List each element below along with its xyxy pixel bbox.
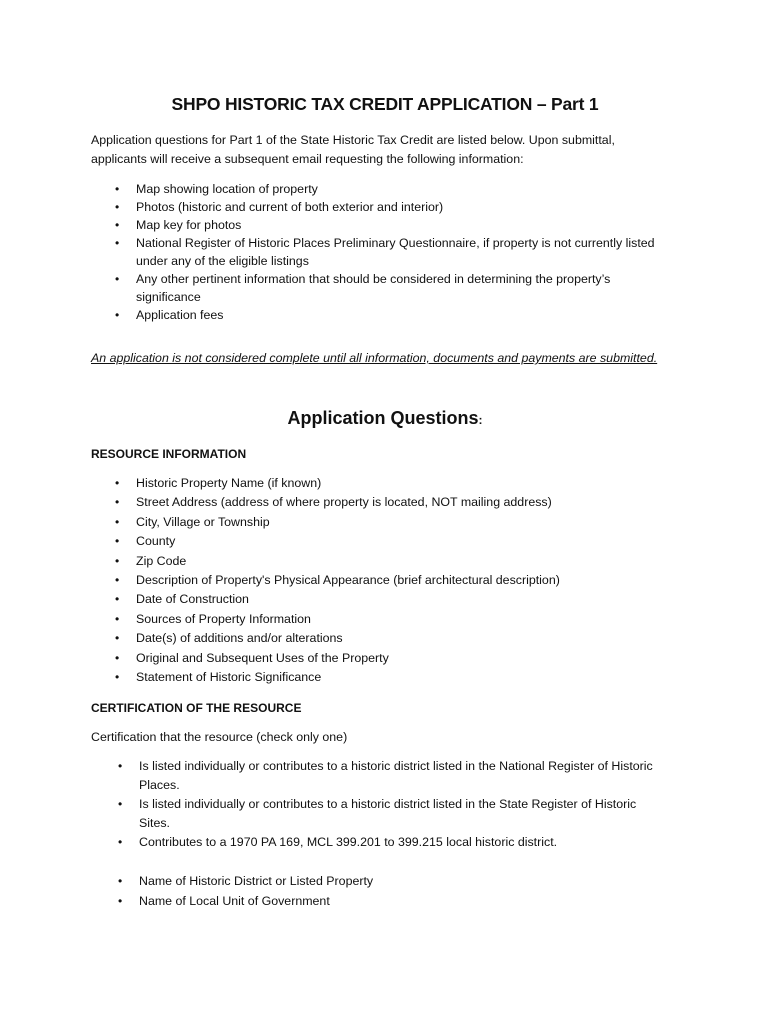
list-item: • Name of Local Unit of Government <box>94 892 373 912</box>
bullet-icon: • <box>115 236 120 250</box>
bullet-icon: • <box>115 631 120 646</box>
list-item: • Date of Construction <box>91 590 560 609</box>
bullet-icon: • <box>115 272 120 286</box>
bullet-icon: • <box>115 218 120 232</box>
certification-heading: CERTIFICATION OF THE RESOURCE <box>91 701 302 715</box>
list-item: • Historic Property Name (if known) <box>91 474 560 493</box>
bullet-icon: • <box>115 476 120 490</box>
list-item: • Application fees <box>115 308 224 322</box>
intro-paragraph <box>91 131 681 169</box>
list-item: • Statement of Historic Significance <box>91 668 560 687</box>
resource-items-list <box>91 474 560 687</box>
bullet-icon: • <box>115 592 120 607</box>
questions-heading: Application Questions: <box>287 408 483 428</box>
bullet-icon: • <box>115 200 120 214</box>
list-item: • Street Address (address of where property is located, NOT mailing address) <box>91 493 560 512</box>
required-items-list <box>91 180 691 324</box>
bullet-icon: • <box>115 182 120 196</box>
list-item: • Original and Subsequent Uses of the Property <box>91 649 560 668</box>
page-title: SHPO HISTORIC TAX CREDIT APPLICATION – Part 1 <box>171 94 599 114</box>
list-item: • Is listed individually or contributes to a historic district listed in the National Register of Historic Places. <box>118 759 653 792</box>
list-item: • Contributes to a 1970 PA 169, MCL 399.201 to 399.215 local historic district. <box>94 833 653 852</box>
district-items-list <box>94 872 373 911</box>
bullet-icon: • <box>115 553 120 568</box>
bullet-icon: • <box>118 759 123 773</box>
completeness-notice: An application is not considered complete until all information, documents and payments are submitted. <box>91 351 658 365</box>
bullet-icon: • <box>115 308 120 322</box>
bullet-icon: • <box>115 611 120 626</box>
bullet-icon: • <box>115 573 120 588</box>
list-item: • Map showing location of property <box>115 182 318 196</box>
list-item: • Is listed individually or contributes to a historic district listed in the State Register of Historic Sites. <box>118 797 637 830</box>
list-item: • Photos (historic and current of both exterior and interior) <box>115 200 444 214</box>
list-item: • Map key for photos <box>115 218 242 232</box>
list-item: • Any other pertinent information that should be considered in determining the property’s significance <box>115 272 611 304</box>
certification-options-list <box>94 757 653 852</box>
intro-line: Application questions for Part 1 of the State Historic Tax Credit are listed below. Upon submittal, <box>91 133 615 147</box>
bullet-icon: • <box>115 534 120 549</box>
list-item: • Zip Code <box>91 552 560 571</box>
bullet-icon: • <box>115 514 120 529</box>
bullet-icon: • <box>118 874 123 888</box>
intro-line: applicants will receive a subsequent email requesting the following information: <box>91 152 524 166</box>
bullet-icon: • <box>118 893 123 908</box>
bullet-icon: • <box>115 670 120 685</box>
list-item: • Description of Property's Physical Appearance (brief architectural description) <box>91 571 560 590</box>
list-item: • National Register of Historic Places Preliminary Questionnaire, if property is not currently listed under any of the eligible listings <box>115 236 655 268</box>
certification-intro: Certification that the resource (check only one) <box>91 730 348 744</box>
list-item: • Name of Historic District or Listed Property <box>94 872 373 892</box>
list-item: • Sources of Property Information <box>91 610 560 629</box>
bullet-icon: • <box>115 495 120 510</box>
list-item: • City, Village or Township <box>91 513 560 532</box>
bullet-icon: • <box>118 797 123 811</box>
list-item: • County <box>91 532 560 551</box>
resource-heading: RESOURCE INFORMATION <box>91 447 247 461</box>
list-item: • Date(s) of additions and/or alterations <box>91 629 560 648</box>
bullet-icon: • <box>118 835 123 849</box>
bullet-icon: • <box>115 650 120 665</box>
